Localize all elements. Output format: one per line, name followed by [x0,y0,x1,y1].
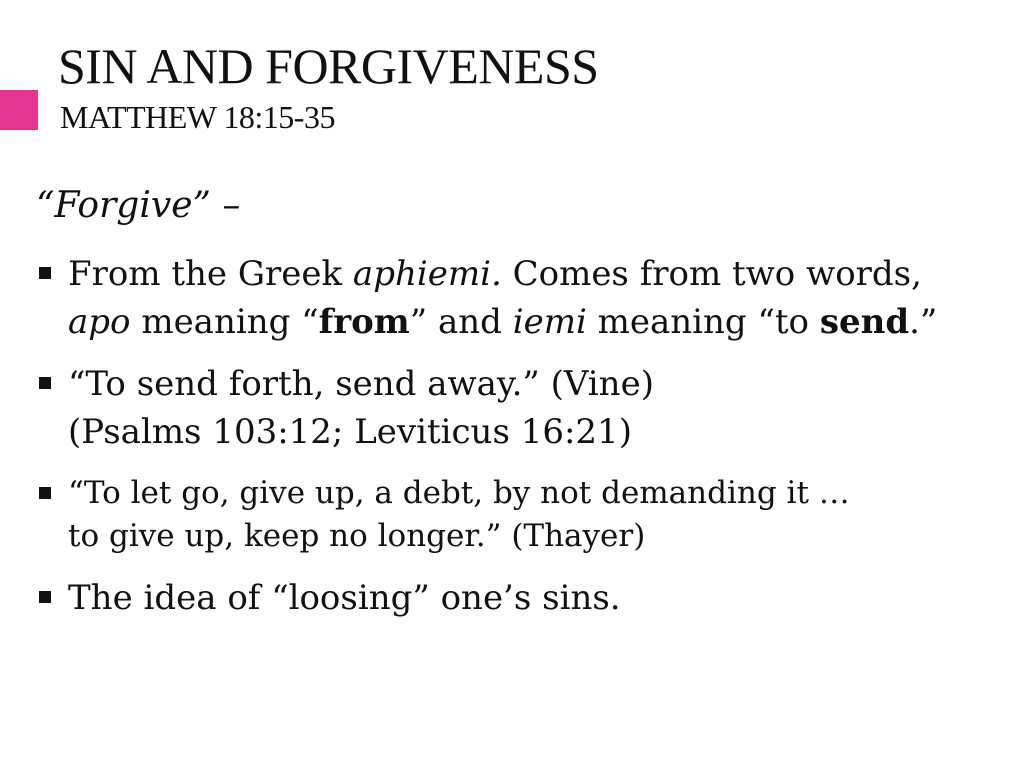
bullet-text: .” [909,302,938,342]
bullet-text-italic: iemi [512,302,587,342]
bullet-line: “To let go, give up, a debt, by not demanding it … [68,475,850,511]
heading-dash: – [210,185,241,226]
bullet-text: meaning “ [130,302,319,342]
bullet-line: (Psalms 103:12; Leviticus 16:21) [68,412,632,452]
definition-heading [36,183,240,229]
bullet-text: ” and [409,302,513,342]
bullet-text: meaning “to [586,302,820,342]
accent-bar [0,90,38,130]
bullet-text: Comes from two words, [501,254,922,294]
page-subtitle: MATTHEW 18:15-35 [60,99,335,135]
bullet-item-etymology [36,250,986,346]
square-bullet-icon [39,591,51,603]
square-bullet-icon [39,487,51,499]
bullet-list [36,250,986,622]
bullet-item-loosing [36,574,986,622]
bullet-item-vine [36,360,986,456]
bullet-line: “To send forth, send away.” (Vine) [68,364,654,404]
bullet-text: The idea of “loosing” one’s sins. [68,578,621,618]
bullet-text-bold: from [318,302,410,342]
bullet-text-italic: apo [68,302,131,342]
heading-term: “Forgive” [36,185,211,226]
square-bullet-icon [39,267,51,279]
bullet-item-thayer [36,472,986,558]
bullet-text-bold: send [819,302,910,342]
bullet-text-italic: aphiemi. [352,254,502,294]
bullet-line: to give up, keep no longer.” (Thayer) [68,518,646,554]
page-title: SIN AND FORGIVENESS [58,38,599,94]
square-bullet-icon [39,377,51,389]
bullet-text: From the Greek [68,254,353,294]
